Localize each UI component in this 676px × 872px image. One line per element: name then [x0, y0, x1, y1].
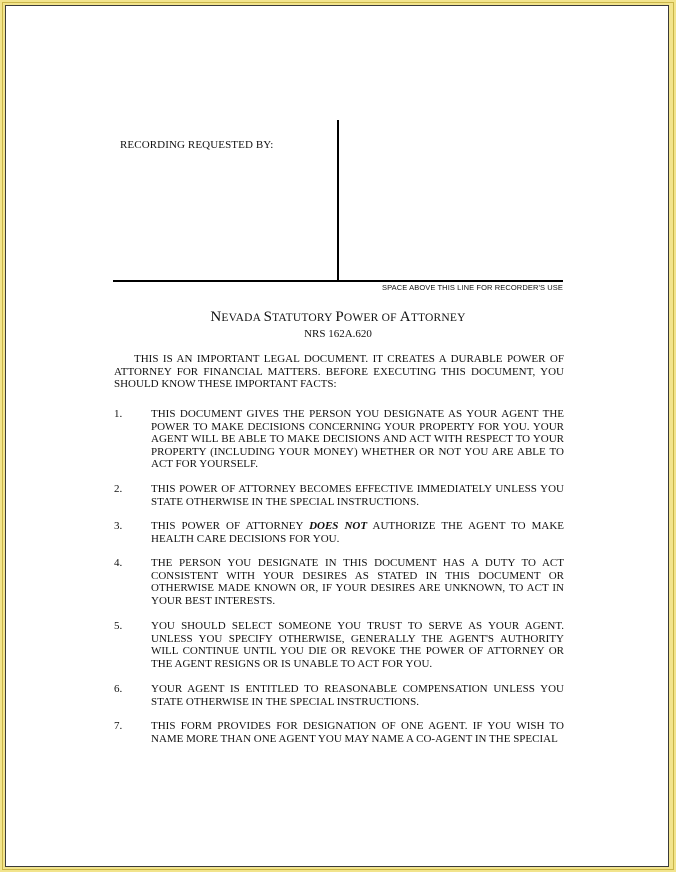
list-item-number: 5. [114, 620, 123, 632]
recording-requested-label: RECORDING REQUESTED BY: [120, 139, 274, 151]
list-item-number: 3. [114, 520, 123, 532]
list-item-number: 2. [114, 483, 123, 495]
recorder-divider-horizontal [113, 280, 563, 282]
title-letter: S [263, 309, 273, 325]
title-letter: P [335, 309, 344, 325]
list-item-number: 1. [114, 408, 123, 420]
document-page [5, 5, 669, 867]
list-item-number: 7. [114, 720, 123, 732]
emphasis-text: DOES NOT [309, 520, 368, 532]
title-letter: N [210, 309, 222, 325]
list-item-number: 6. [114, 683, 123, 695]
list-item-text [151, 520, 564, 545]
title-smallcaps: TTORNEY [410, 312, 466, 324]
title-smallcaps: EVADA [221, 312, 264, 324]
intro-paragraph: THIS IS AN IMPORTANT LEGAL DOCUMENT. IT CREATES A DURABLE POWER OF ATTORNEY FOR FINANCIAL MATTERS. BEFORE EXECUTING THIS DOCUMENT, YOU SHOULD KNOW THESE IMPORTANT FACTS: [114, 353, 564, 391]
list-item-text: YOU SHOULD SELECT SOMEONE YOU TRUST TO SERVE AS YOUR AGENT. UNLESS YOU SPECIFY OTHERWISE, GENERALLY THE AGENT'S AUTHORITY WILL CONTINUE UNTIL YOU DIE OR REVOKE THE POWER OF ATTORNEY OR THE AGENT RESIGNS OR IS UNABLE TO ACT FOR YOU. [151, 620, 564, 670]
recorders-use-note: SPACE ABOVE THIS LINE FOR RECORDER'S USE [381, 283, 563, 292]
list-item-text: THIS FORM PROVIDES FOR DESIGNATION OF ONE AGENT. IF YOU WISH TO NAME MORE THAN ONE AGENT YOU MAY NAME A CO-AGENT IN THE SPECIAL [151, 720, 564, 745]
list-item-text-part: THIS POWER OF ATTORNEY [151, 520, 310, 532]
document-title [6, 309, 669, 326]
list-item-text: THIS POWER OF ATTORNEY BECOMES EFFECTIVE IMMEDIATELY UNLESS YOU STATE OTHERWISE IN THE SPECIAL INSTRUCTIONS. [151, 483, 564, 508]
recorder-divider-vertical [337, 120, 339, 282]
list-item-text: THIS DOCUMENT GIVES THE PERSON YOU DESIGNATE AS YOUR AGENT THE POWER TO MAKE DECISIONS CONCERNING YOUR PROPERTY FOR YOU. YOUR AGENT WILL BE ABLE TO MAKE DECISIONS AND ACT WITH RESPECT TO YOUR PROPERTY (INCLUDING YOUR MONEY) WHETHER OR NOT YOU ARE ABLE TO ACT FOR YOURSELF. [151, 408, 564, 471]
title-smallcaps: OWER OF [343, 312, 400, 324]
statute-citation: NRS 162A.620 [304, 328, 372, 340]
title-smallcaps: TATUTORY [272, 312, 336, 324]
list-item-text: THE PERSON YOU DESIGNATE IN THIS DOCUMENT HAS A DUTY TO ACT CONSISTENT WITH YOUR DESIRES AS STATED IN THIS DOCUMENT OR OTHERWISE MADE KNOWN OR, IF YOUR DESIRES ARE UNKNOWN, TO ACT IN YOUR BEST INTERESTS. [151, 557, 564, 607]
list-item-text-part: AUTHORIZE THE AGENT TO MAKE HEALTH CARE DECISIONS FOR YOU. [151, 520, 565, 545]
title-letter: A [399, 309, 411, 325]
list-item-text: YOUR AGENT IS ENTITLED TO REASONABLE COMPENSATION UNLESS YOU STATE OTHERWISE IN THE SPECIAL INSTRUCTIONS. [151, 683, 564, 708]
list-item-number: 4. [114, 557, 123, 569]
